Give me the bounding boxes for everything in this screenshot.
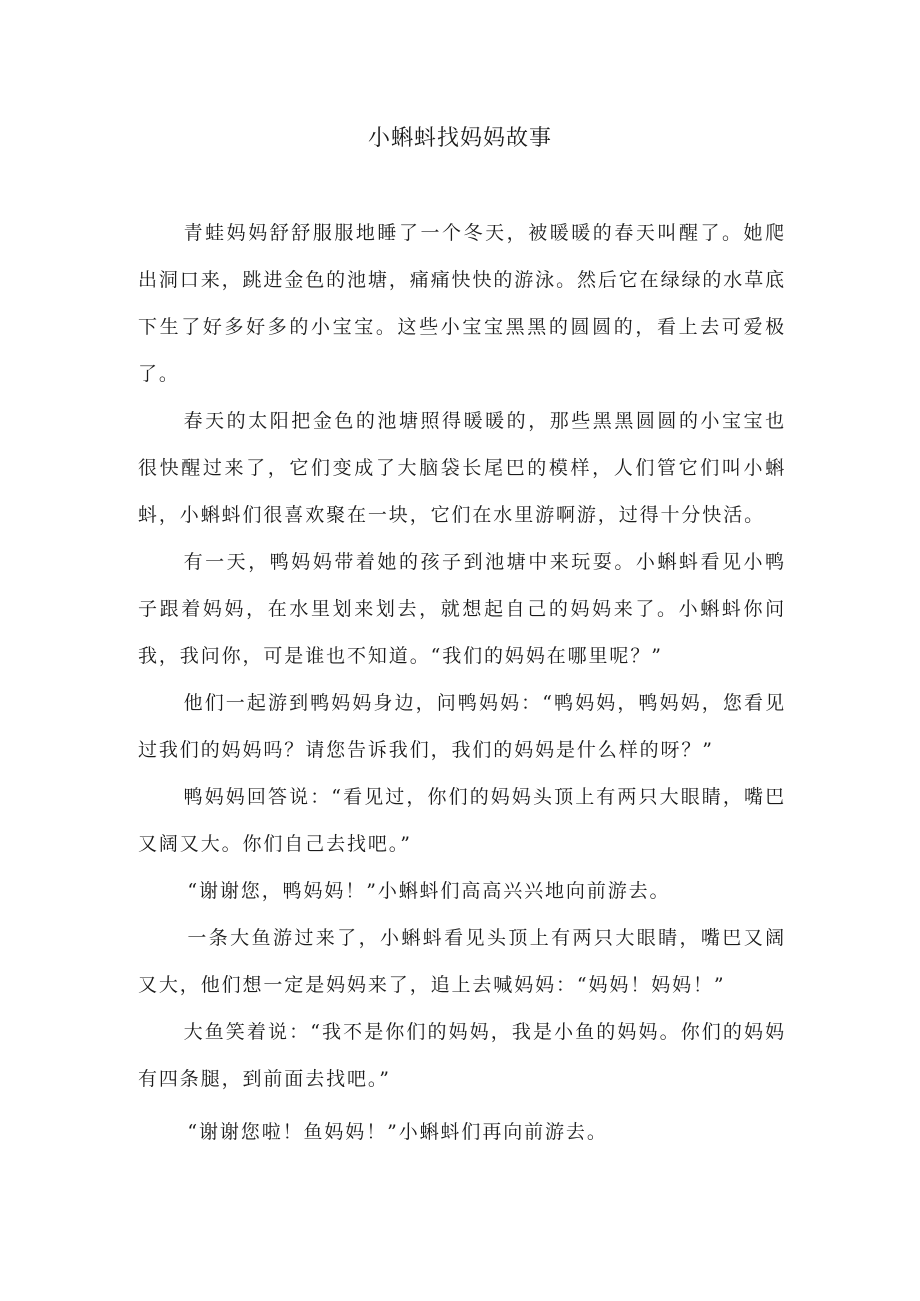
paragraph-8: 大鱼笑着说：“我不是你们的妈妈，我是小鱼的妈妈。你们的妈妈有四条腿，到前面去找吧。” [138,1021,786,1090]
paragraph-7: 一条大鱼游过来了，小蝌蚪看见头顶上有两只大眼睛，嘴巴又阔又大，他们想一定是妈妈来了，追上去喊妈妈：“妈妈！妈妈！” [138,927,786,996]
paragraph-4: 他们一起游到鸭妈妈身边，问鸭妈妈：“鸭妈妈，鸭妈妈，您看见过我们的妈妈吗？请您告诉我们，我们的妈妈是什么样的呀？” [138,692,786,761]
paragraph-2: 春天的太阳把金色的池塘照得暖暖的，那些黑黑圆圆的小宝宝也很快醒过来了，它们变成了大脑袋长尾巴的模样，人们管它们叫小蝌蚪，小蝌蚪们很喜欢聚在一块，它们在水里游啊游，过得十分快活。 [138,410,786,526]
paragraph-3: 有一天，鸭妈妈带着她的孩子到池塘中来玩耍。小蝌蚪看见小鸭子跟着妈妈，在水里划来划去，就想起自己的妈妈来了。小蝌蚪你问我，我问你，可是谁也不知道。“我们的妈妈在哪里呢？” [138,551,786,667]
paragraph-9: “谢谢您啦！鱼妈妈！”小蝌蚪们再向前游去。 [187,1121,608,1143]
document-title: 小蝌蚪找妈妈故事 [367,126,552,151]
paragraph-1: 青蛙妈妈舒舒服服地睡了一个冬天，被暖暖的春天叫醒了。她爬出洞口来，跳进金色的池塘，痛痛快快的游泳。然后它在绿绿的水草底下生了好多好多的小宝宝。这些小宝宝黑黑的圆圆的，看上去可爱极了。 [138,222,786,385]
paragraph-5: 鸭妈妈回答说：“看见过，你们的妈妈头顶上有两只大眼睛，嘴巴又阔又大。你们自己去找吧。” [138,786,786,855]
paragraph-6: “谢谢您，鸭妈妈！”小蝌蚪们高高兴兴地向前游去。 [187,880,671,902]
document-body [138,210,786,1156]
